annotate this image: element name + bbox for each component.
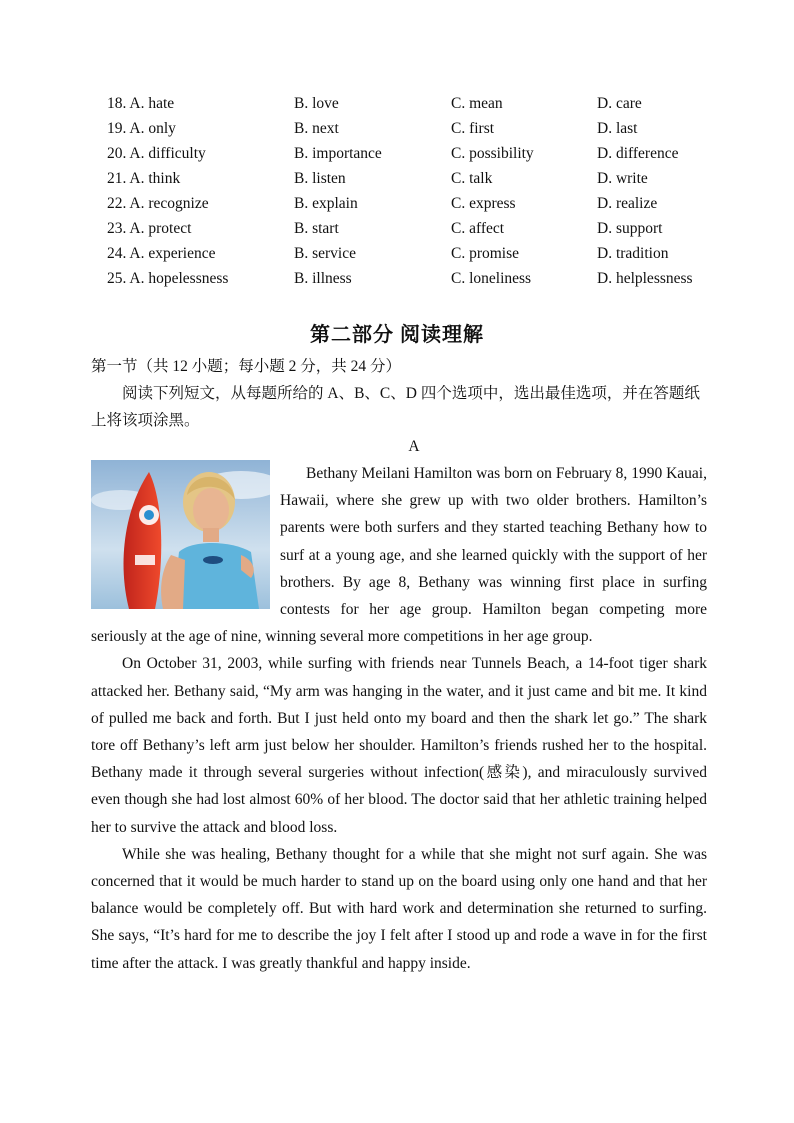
option-c: C. affect (451, 220, 505, 237)
option-c: C. talk (451, 170, 493, 187)
option-d: D. difference (597, 145, 679, 162)
option-cell (107, 191, 209, 216)
paragraph-1: Bethany Meilani Hamilton was born on February 8, 1990 Kauai, Hawaii, where she grew up with two older brothers. Hamilton’s parents were both surfers and they started teaching Bethany how to surf at a young age, and she learned quickly with the support of her brothers. By age 8, Bethany was winning first place in surfing contests for her age group. Hamilton began competing more seriously at the age of nine, winning several more competitions in her age group. (91, 465, 707, 646)
option-c: C. mean (451, 95, 503, 112)
option-a: A. hate (129, 95, 175, 112)
paragraph-2: On October 31, 2003, while surfing with friends near Tunnels Beach, a 14-foot tiger shark attacked her. Bethany said, “My arm was hanging in the water, and it just came and bit me. It kind of pulled me back and forth. But I just held onto my board and then the shark let go.” The shark tore off Bethany’s left arm just below her shoulder. Hamilton’s friends rushed her to the hospital. Bethany made it through several surgeries without infection(感染), and miraculously survived even though she had lost almost 60% of her blood. The doctor said that her athletic training helped her to survive the attack and blood loss. (91, 655, 707, 836)
option-a: A. protect (129, 220, 192, 237)
option-c: C. loneliness (451, 270, 532, 287)
passage-a (91, 460, 707, 977)
option-a: A. difficulty (129, 145, 206, 162)
question-number: 19. (107, 120, 127, 137)
option-a: A. think (129, 170, 181, 187)
option-row (107, 141, 727, 166)
option-b: B. illness (294, 270, 352, 287)
option-b: B. importance (294, 145, 382, 162)
option-a: A. recognize (129, 195, 209, 212)
option-a: A. experience (129, 245, 216, 262)
option-cell (107, 116, 176, 141)
option-b: B. start (294, 220, 339, 237)
option-row (107, 241, 727, 266)
option-c: C. promise (451, 245, 520, 262)
option-d: D. write (597, 170, 648, 187)
part-title: 第二部分 阅读理解 (310, 324, 484, 346)
option-d: D. realize (597, 195, 658, 212)
option-b: B. listen (294, 170, 346, 187)
option-row (107, 166, 727, 191)
paragraph-3: While she was healing, Bethany thought for a while that she might not surf again. She was concerned that it would be much harder to stand up on the board using only one hand and that her balance would be completely off. But with hard work and determination she returned to surfing. She says, “It’s hard for me to describe the joy I felt after I stood up and rode a wave in for the first time after the attack. I was greatly thankful and happy inside. (91, 845, 707, 972)
option-cell (107, 241, 215, 266)
question-number: 18. (107, 95, 127, 112)
option-cell (107, 166, 180, 191)
question-number: 20. (107, 145, 127, 162)
question-number: 21. (107, 170, 127, 187)
option-d: D. helplessness (597, 270, 693, 287)
section-heading: 第一节（共 12 小题；每小题 2 分，共 24 分） (91, 358, 402, 375)
option-row (107, 216, 727, 241)
option-c: C. express (451, 195, 516, 212)
option-c: C. possibility (451, 145, 534, 162)
option-b: B. explain (294, 195, 358, 212)
option-cell (107, 266, 228, 291)
option-d: D. support (597, 220, 663, 237)
passage-label: A (408, 438, 420, 455)
option-d: D. tradition (597, 245, 669, 262)
option-cell (107, 91, 174, 116)
option-b: B. next (294, 120, 339, 137)
question-number: 25. (107, 270, 127, 287)
option-b: B. love (294, 95, 339, 112)
option-row (107, 191, 727, 216)
option-row (107, 116, 727, 141)
question-number: 22. (107, 195, 127, 212)
question-number: 24. (107, 245, 127, 262)
instructions: 阅读下列短文，从每题所给的 A、B、C、D 四个选项中，选出最佳选项，并在答题纸上将该项涂黑。 (91, 385, 700, 429)
option-b: B. service (294, 245, 356, 262)
option-a: A. hopelessness (129, 270, 229, 287)
option-cell (107, 141, 206, 166)
question-number: 23. (107, 220, 127, 237)
option-d: D. last (597, 120, 638, 137)
option-c: C. first (451, 120, 495, 137)
option-cell (107, 216, 191, 241)
option-row (107, 266, 727, 291)
option-d: D. care (597, 95, 642, 112)
option-row (107, 91, 727, 116)
option-a: A. only (129, 120, 176, 137)
answer-options-table (107, 91, 727, 291)
